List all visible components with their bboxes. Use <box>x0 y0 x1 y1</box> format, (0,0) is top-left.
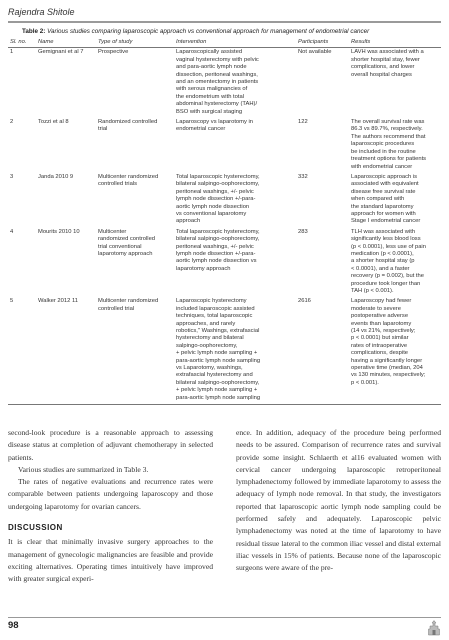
cell-results: TLH was associated with significantly less blood loss (p < 0.0001), less use of pain medication (p < 0.0001), a shorter hospital stay (p < 0.0001), and a faster recovery (p = 0.002), but the procedure took longer than TAH (p < 0.001). <box>351 228 426 294</box>
left-column <box>8 427 213 586</box>
footer-rule <box>8 617 441 618</box>
header-rule <box>8 21 441 23</box>
table-header-row <box>8 38 441 48</box>
caption-text: Various studies comparing laparoscopic approach vs conventional approach for management of endometrial cancer <box>47 28 370 35</box>
cell-type: Multicenter randomized controlled trials <box>98 173 159 188</box>
section-heading: DISCUSSION <box>8 523 63 533</box>
cell-type: Multicenter randomized controlled trial conventional laparotomy approach <box>98 228 156 257</box>
cell-intervention: Laparoscopic hysterectomy included laparoscopic assisted techniques, total laparoscopic approaches, and rarely robotics," Washings, extrafascial hysterectomy and bilateral salpingo-oophorectomy, + pelvic lymph node sampling + para-aortic lymph node sampling vs Laparotomy, washings, extrafascial hysterectomy and bilateral salpingo-oophorectomy, + pelvic lymph node sampling + para-aortic lymph node sampling <box>174 297 296 404</box>
table-row <box>8 297 441 404</box>
cell-participants: 332 <box>298 173 308 180</box>
cell-type: Multicenter randomized controlled trial <box>96 297 174 404</box>
cell-results: LAVH was associated with a shorter hospital stay, fewer complications, and lower overall hospital charges <box>351 49 424 78</box>
cell-sl-no: 1 <box>10 49 14 56</box>
caption-label: Table 2: <box>22 28 46 35</box>
cell-intervention: Laparoscopy vs laparotomy in endometrial cancer <box>176 119 254 133</box>
cell-intervention: Total laparoscopic hysterectomy, bilateral salpingo-oophorectomy, peritoneal washings, +/- pelvic lymph node dissection +/-para- aortic lymph node dissection vs conventional laparotomy approach <box>176 173 260 225</box>
page-number: 98 <box>8 620 19 631</box>
header-cell-name: Name <box>36 38 96 48</box>
cell-name: Tozzi et al 8 <box>38 119 69 126</box>
body-paragraph: The rates of negative evaluations and recurrence rates were comparable between patients undergoing laparoscopy and those undergoing laparotomy for ovarian cancers. <box>8 477 213 511</box>
cell-type: Prospective <box>98 49 129 56</box>
cell-name: Mourits 2010 10 <box>38 228 80 235</box>
cell-type: Randomized controlled trial <box>98 119 158 133</box>
table-row <box>8 118 441 173</box>
cell-name: Walker 2012 11 <box>36 297 96 404</box>
cell-results: Laparoscopic approach is associated with equivalent disease free survival rate when compared with the standard laparotomy approach for women with Stage I endometrial cancer <box>351 173 421 225</box>
body-paragraph: Various studies are summarized in Table 3. <box>18 464 149 474</box>
body-paragraph: ence. In addition, adequacy of the procedure being performed needs to be assured. Comparison of recurrence rates and survival provide some insight. Schlaerth et al16 evaluated women with cervical cancer undergoing laparoscopic retroperitoneal lymphadenectomy followed by immediate laparotomy to assess the adequacy of lymph node removal. In that study, the investigators reported that laparoscopic aortic lymph node sampling could be performed safely and adequately. Laparoscopic pelvic lymphadenectomy was noted at the time of laparotomy to have residual tissue lateral to the common iliac vessel and distal external iliac vessels in 15% of patients. Because none of the laparoscopic surgeons were aware of the pre- <box>236 428 441 573</box>
cell-sl-no: 4 <box>10 228 14 235</box>
header-cell-participants: Participants <box>296 38 349 48</box>
header-cell-type: Type of study <box>96 38 174 48</box>
header-cell-sl-no: Sl. no. <box>8 38 36 48</box>
cell-sl-no: 5 <box>8 297 36 404</box>
cell-participants: 2616 <box>296 297 349 404</box>
cell-participants: 122 <box>298 119 308 126</box>
table-caption <box>22 28 442 35</box>
cell-participants: Not available <box>298 49 332 56</box>
running-header-author: Rajendra Shitole <box>8 7 75 17</box>
body-paragraph: It is clear that minimally invasive surgery approaches to the management of gynecologic malignancies are feasible and provide exciting alternatives. Operating times intuitively have improved with greater surgical experi- <box>8 537 213 584</box>
studies-table <box>8 38 441 405</box>
cell-results: Laparoscopy had fewer moderate to severe postoperative adverse events than laparotomy (14 vs 21%, respectively; p < 0.0001) but similar rates of intraoperative complications, despite having a significantly longer operative time (median, 204 vs 130 minutes, respectively; p < 0.001). <box>349 297 441 404</box>
cell-name: Gemignani et al 7 <box>38 49 84 56</box>
cell-name: Janda 2010 9 <box>38 173 74 180</box>
cell-intervention: Laparoscopically assisted vaginal hysterectomy with pelvic and para-aortic lymph node dissection, peritoneal washings, and an omentectomy in patients with serous malignancies of the endometrium with total abdominal hysterectomy (TAH)/ BSO with surgical staging <box>176 49 259 115</box>
cell-sl-no: 3 <box>10 173 14 180</box>
table-row <box>8 228 441 298</box>
cell-sl-no: 2 <box>10 119 14 126</box>
table-row <box>8 173 441 228</box>
header-cell-results: Results <box>349 38 441 48</box>
cell-intervention: Total laparoscopic hysterectomy, bilateral salpingo-oophorectomy, peritoneal washings, +/- pelvic lymph node dissection +/-para- aortic lymph node dissection vs laparotomy approach <box>176 228 260 272</box>
cell-results: The overall survival rate was 86.3 vs 89.7%, respectively. The authors recommend that laparoscopic procedures be included in the routine treatment options for patients with endometrial cancer <box>351 119 427 170</box>
cell-participants: 283 <box>298 228 308 235</box>
body-paragraph: second-look procedure is a reasonable approach to assessing disease status at completion of adjuvant chemotherapy in selected patients. <box>8 428 213 462</box>
header-cell-intervention: Intervention <box>174 38 296 48</box>
publisher-emblem-icon <box>427 620 441 636</box>
right-column <box>236 427 441 575</box>
table-row <box>8 48 441 118</box>
